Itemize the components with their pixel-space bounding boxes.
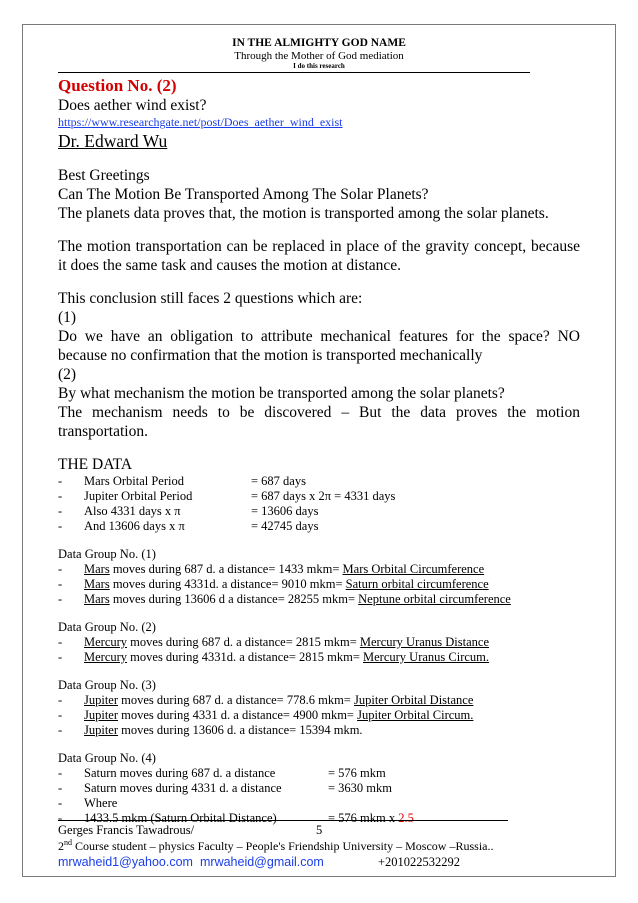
data-value: = 3630 mkm xyxy=(328,781,392,795)
header-note: I do this research xyxy=(293,62,345,70)
data-value: = 13606 days xyxy=(251,504,319,518)
footer-line-1 xyxy=(58,822,598,838)
planet-name: Mars xyxy=(84,592,110,606)
spacer xyxy=(58,534,580,547)
list-dash: - xyxy=(58,474,63,488)
group-1-row xyxy=(58,577,580,592)
data-label: Jupiter Orbital Period xyxy=(84,489,193,503)
header-title: IN THE ALMIGHTY GOD NAME xyxy=(232,37,406,49)
list-dash: - xyxy=(58,489,63,503)
target-name: Saturn orbital circumference xyxy=(345,577,489,591)
group-4-row xyxy=(58,781,580,796)
group-2-row xyxy=(58,635,580,650)
data-label: 1433.5 mkm (Saturn Orbital Distance) xyxy=(84,811,277,825)
data-label: Mars Orbital Period xyxy=(84,474,184,488)
data-row xyxy=(58,489,580,504)
footer-contacts xyxy=(58,854,598,870)
data-label: And 13606 days x π xyxy=(84,519,185,533)
paragraph-1b: The planets data proves that, the motion is transported among the solar planets. xyxy=(58,205,549,222)
spacer xyxy=(58,738,580,751)
source-link[interactable]: https://www.researchgate.net/post/Does_aether_wind_exist xyxy=(58,115,343,129)
group-3-row xyxy=(58,693,580,708)
data-row xyxy=(58,504,580,519)
planet-name: Jupiter xyxy=(84,693,119,707)
group-1-title: Data Group No. (1) xyxy=(58,547,156,561)
group-4-row xyxy=(58,766,580,781)
list-dash: - xyxy=(58,562,63,576)
planet-name: Mercury xyxy=(84,635,128,649)
email-2[interactable]: mrwaheid@gmail.com xyxy=(200,855,324,869)
group-3-row xyxy=(58,723,580,738)
paragraph-2: The motion transportation can be replaced in place of the gravity concept, because it does the same task and causes the motion at distance. xyxy=(58,238,580,274)
list-dash: - xyxy=(58,811,63,825)
group-row-text: Jupiter moves during 687 d. a distance= 778.6 mkm= Jupiter Orbital Distance xyxy=(84,693,474,707)
target-name: Mercury Uranus Circum. xyxy=(363,650,490,664)
group-row-text: Mercury moves during 4331d. a distance= 2815 mkm= Mercury Uranus Circum. xyxy=(84,650,490,664)
group-4-title: Data Group No. (4) xyxy=(58,751,156,765)
paragraph-3: This conclusion still faces 2 questions which are: xyxy=(58,290,363,307)
list-dash: - xyxy=(58,796,63,810)
data-label: Where xyxy=(84,796,118,810)
data-label: Saturn moves during 687 d. a distance xyxy=(84,766,276,780)
data-label: Saturn moves during 4331 d. a distance xyxy=(84,781,282,795)
group-row-text: Mercury moves during 687 d. a distance= 2815 mkm= Mercury Uranus Distance xyxy=(84,635,489,649)
list-dash: - xyxy=(58,766,63,780)
group-row-text: Mars moves during 13606 d a distance= 28255 mkm= Neptune orbital circumference xyxy=(84,592,511,606)
group-3-title: Data Group No. (3) xyxy=(58,678,156,692)
page-number: 5 xyxy=(316,823,323,837)
target-name: Neptune orbital circumference xyxy=(358,592,511,606)
question-2b: The mechanism needs to be discovered – But the data proves the motion transportation. xyxy=(58,404,580,440)
data-value: = 42745 days xyxy=(251,519,319,533)
list-dash: - xyxy=(58,592,63,606)
data-value: = 576 mkm x 2.5 xyxy=(328,811,414,825)
group-4-row xyxy=(58,796,580,811)
list-dash: - xyxy=(58,723,63,737)
target-name: Mercury Uranus Distance xyxy=(359,635,489,649)
target-name: Mars Orbital Circumference xyxy=(342,562,485,576)
list-dash: - xyxy=(58,708,63,722)
phone-number: +201022532292 xyxy=(378,855,461,869)
list-dash: - xyxy=(58,504,63,518)
planet-name: Jupiter xyxy=(84,723,119,737)
highlight-value: 2.5 xyxy=(398,811,414,825)
list-dash: - xyxy=(58,693,63,707)
planet-name: Mercury xyxy=(84,650,128,664)
question-title: Does aether wind exist? xyxy=(58,97,207,114)
data-value: = 687 days x 2π = 4331 days xyxy=(251,489,396,503)
group-row-text: Mars moves during 4331d. a distance= 9010 mkm= Saturn orbital circumference xyxy=(84,577,489,591)
footer xyxy=(58,822,598,870)
paragraph-1a: Can The Motion Be Transported Among The Solar Planets? xyxy=(58,186,429,203)
the-data-title: THE DATA xyxy=(58,456,133,473)
question-2a: By what mechanism the motion be transported among the solar planets? xyxy=(58,385,505,402)
ordinal-suffix: nd xyxy=(64,838,72,847)
group-1-row xyxy=(58,592,580,607)
list-dash: - xyxy=(58,650,63,664)
question-label: Question No. (2) xyxy=(58,76,177,95)
target-name: Jupiter Orbital Distance xyxy=(353,693,474,707)
list-dash: - xyxy=(58,577,63,591)
greeting: Best Greetings xyxy=(58,167,150,184)
question-number-2: (2) xyxy=(58,366,77,383)
question-number-1: (1) xyxy=(58,309,77,326)
data-value: = 687 days xyxy=(251,474,306,488)
spacer xyxy=(58,441,580,455)
page-content xyxy=(58,76,580,826)
spacer xyxy=(58,607,580,620)
footer-divider xyxy=(58,820,508,821)
list-dash: - xyxy=(58,781,63,795)
list-dash: - xyxy=(58,519,63,533)
author-footer-name: Gerges Francis Tawadrous/ xyxy=(58,823,195,837)
target-name: Jupiter Orbital Circum. xyxy=(357,708,474,722)
group-row-text: Jupiter moves during 13606 d. a distance= 15394 mkm. xyxy=(84,723,363,737)
data-value: = 576 mkm xyxy=(328,766,386,780)
group-1-row xyxy=(58,562,580,577)
group-3-row xyxy=(58,708,580,723)
question-1: Do we have an obligation to attribute mechanical features for the space? NO because no confirmation that the motion is transported mechanically xyxy=(58,328,580,364)
list-dash: - xyxy=(58,635,63,649)
data-label: Also 4331 days x π xyxy=(84,504,181,518)
spacer xyxy=(58,275,580,289)
footer-line-2: 2nd Course student – physics Faculty – People's Friendship University – Moscow –Russia.. xyxy=(58,838,494,853)
spacer xyxy=(58,665,580,678)
group-row-text: Mars moves during 687 d. a distance= 1433 mkm= Mars Orbital Circumference xyxy=(84,562,485,576)
header-divider xyxy=(58,72,530,73)
data-row xyxy=(58,519,580,534)
email-1[interactable]: mrwaheid1@yahoo.com xyxy=(58,855,193,869)
author-name: Dr. Edward Wu xyxy=(58,131,168,151)
data-row xyxy=(58,474,580,489)
spacer xyxy=(58,223,580,237)
group-2-title: Data Group No. (2) xyxy=(58,620,156,634)
header-subtitle: Through the Mother of God mediation xyxy=(234,50,404,62)
planet-name: Mars xyxy=(84,577,110,591)
group-2-row xyxy=(58,650,580,665)
planet-name: Jupiter xyxy=(84,708,119,722)
planet-name: Mars xyxy=(84,562,110,576)
group-row-text: Jupiter moves during 4331 d. a distance= 4900 mkm= Jupiter Orbital Circum. xyxy=(84,708,474,722)
spacer xyxy=(58,152,580,166)
